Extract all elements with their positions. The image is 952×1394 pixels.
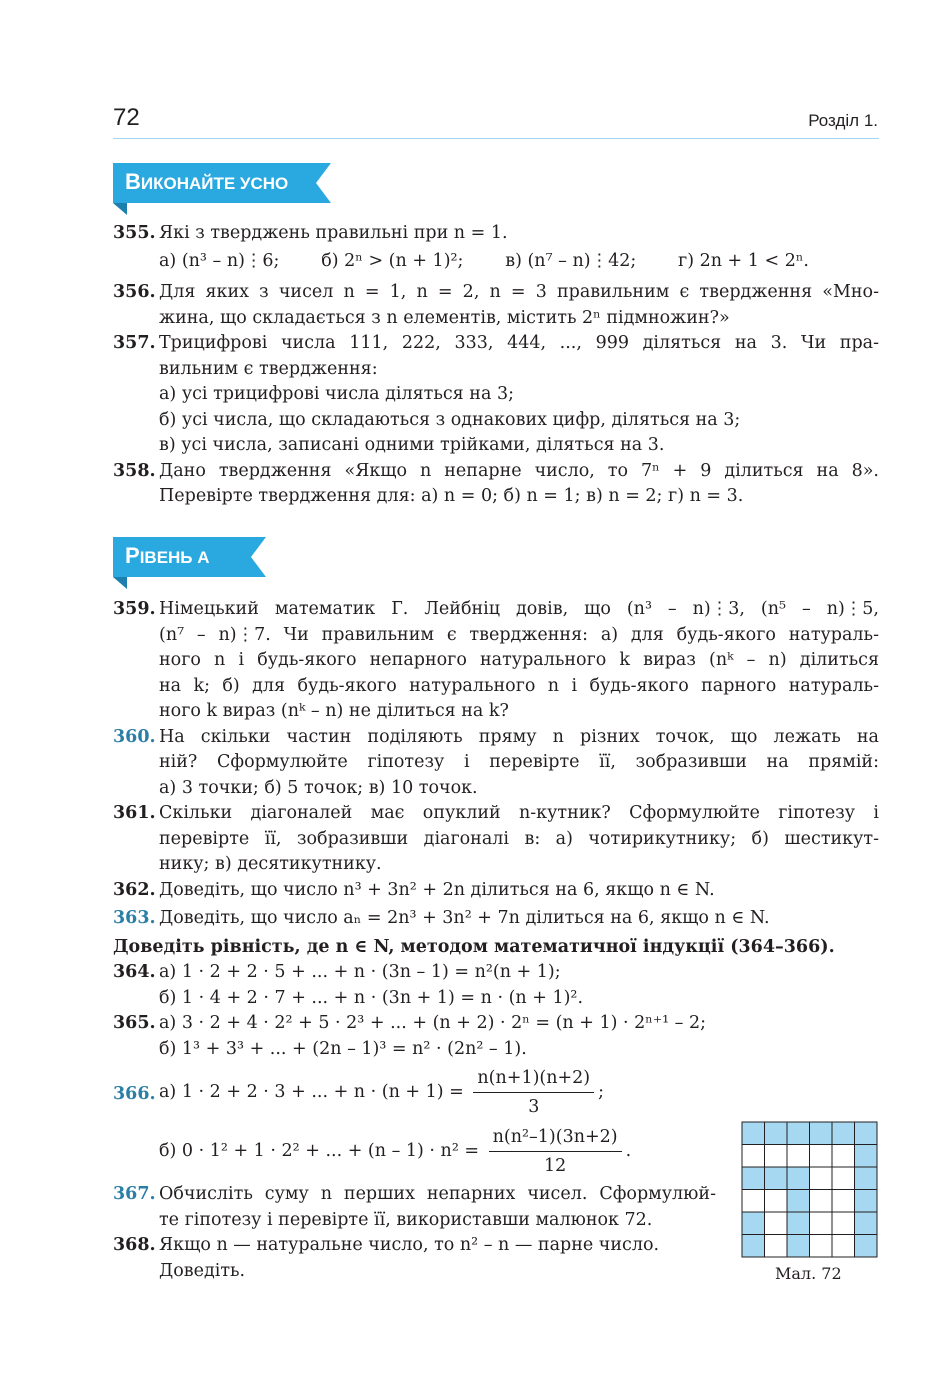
grid-cell-filled [742, 1212, 765, 1235]
grid-cell-filled [742, 1122, 765, 1145]
option-a: а) (n³ – n)⋮6; [159, 250, 280, 271]
grid-cell-empty [765, 1212, 788, 1235]
grid-cell-empty [787, 1145, 810, 1168]
problem-line: (n⁷ – n)⋮7. Чи правильним є твердження: а) для будь-якого натураль- [159, 624, 879, 645]
problem-line: на k; б) для будь-якого натурального n і будь-якого парного натураль- [159, 675, 879, 696]
grid-cell-empty [742, 1145, 765, 1168]
problem-365 [113, 1011, 879, 1062]
problem-number: 368. [113, 1235, 156, 1255]
problem-number: 363. [113, 908, 156, 928]
section-banner-level-a [113, 537, 268, 577]
option-b: б) усі числа, що складаються з однакових цифр, діляться на 3; [159, 409, 741, 430]
problem-361 [113, 801, 879, 878]
problem-line: Обчисліть суму n перших непарних чисел. Сформулюй- [159, 1184, 716, 1204]
grid-cell-filled [787, 1122, 810, 1145]
instruction-line: Доведіть рівність, де n ∈ N, методом математичної індукції (364–366). [113, 936, 835, 957]
grid-cell-empty [832, 1212, 855, 1235]
problem-number: 361. [113, 803, 156, 823]
problem-text: Доведіть, що число n³ + 3n² + 2n ділиться на 6, якщо n ∈ N. [159, 879, 715, 900]
grid-cell-empty [765, 1235, 788, 1258]
fraction-denominator: 12 [543, 1156, 567, 1176]
grid-cell-filled [765, 1122, 788, 1145]
grid-cell-empty [832, 1145, 855, 1168]
problem-357 [113, 331, 879, 459]
equation-left-a: а) 1 · 2 + 2 · 3 + ... + n · (n + 1) = [159, 1082, 464, 1102]
grid-cell-filled [787, 1190, 810, 1213]
grid-cell-empty [765, 1190, 788, 1213]
running-head: Розділ 1. [808, 111, 878, 130]
grid-cell-filled [787, 1235, 810, 1258]
problem-366: 366. а) 1 · 2 + 2 · 3 + ... + n · (n + 1) = $\frac{n(n+1)(n+2)}{3}$ ; б) 0 · 1² + 1 · 2² + ... + (n – 1) · n² = $\frac{\text{n(n²–1)(3n+2)}}{12}$ . [113, 1064, 879, 1180]
grid-cell-filled [855, 1190, 878, 1213]
problem-360 [113, 725, 879, 802]
problem-line: Якщо n — натуральне число, то n² – n — парне число. [159, 1235, 660, 1255]
problem-358 [113, 459, 879, 510]
option-d: г) 2n + 1 < 2ⁿ. [678, 250, 809, 271]
problem-355 [113, 221, 879, 274]
grid-cell-empty [832, 1167, 855, 1190]
grid-cell-filled [742, 1167, 765, 1190]
grid-cell-empty [810, 1212, 833, 1235]
figure-caption: Мал. 72 [775, 1264, 842, 1283]
problem-line: На скільки частин поділяють пряму n різних точок, що лежать на [159, 726, 879, 747]
problem-text: Які з тверджень правильні при n = 1. [159, 223, 508, 243]
option-b: б) 1 · 4 + 2 · 7 + ... + n · (3n + 1) = n · (n + 1)². [159, 987, 584, 1008]
option-c: в) усі числа, записані одними трійками, діляться на 3. [159, 435, 665, 455]
grid-cell-filled [855, 1167, 878, 1190]
problem-line: Німецький математик Г. Лейбніц довів, що (n³ – n)⋮3, (n⁵ – n)⋮5, [159, 599, 879, 619]
problem-line: Доведіть. [159, 1260, 246, 1281]
grid-cell-filled [810, 1122, 833, 1145]
grid-cell-filled [855, 1122, 878, 1145]
grid-cell-filled [855, 1212, 878, 1235]
problem-number: 366. [113, 1084, 156, 1104]
fraction-denominator: 3 [528, 1097, 540, 1117]
problem-363 [113, 906, 879, 932]
grid-cell-empty [832, 1235, 855, 1258]
grid-cell-empty [765, 1145, 788, 1168]
problem-line: а) 3 точки; б) 5 точок; в) 10 точок. [159, 777, 478, 798]
header-rule [113, 138, 879, 139]
problem-number: 360. [113, 726, 156, 747]
problem-number: 364. [113, 962, 156, 982]
problem-line: те гіпотезу і перевірте її, використавши малюнок 72. [159, 1209, 653, 1230]
problem-362 [113, 878, 879, 904]
grid-cell-filled [855, 1235, 878, 1258]
option-b: б) 2ⁿ > (n + 1)²; [321, 250, 464, 271]
grid-cell-empty [810, 1167, 833, 1190]
problem-line: Трицифрові числа 111, 222, 333, 444, ..., 999 діляться на 3. Чи пра- [159, 333, 879, 353]
fraction-a [473, 1064, 594, 1121]
problem-number: 357. [113, 333, 156, 353]
section-title-level-a: РІВЕНЬ А [125, 543, 210, 568]
problem-line: Перевірте твердження для: а) n = 0; б) n = 1; в) n = 2; г) n = 3. [159, 486, 744, 506]
section-banner-oral [113, 163, 333, 203]
problem-line: Скільки діагоналей має опуклий n-кутник? Сформулюйте гіпотезу і [159, 803, 879, 823]
problem-number: 362. [113, 879, 156, 900]
equation-left-b: б) 0 · 1² + 1 · 2² + ... + (n – 1) · n² = [159, 1141, 480, 1161]
problem-368 [113, 1233, 716, 1284]
problem-number: 359. [113, 599, 156, 619]
grid-cell-empty [832, 1190, 855, 1213]
problem-number: 367. [113, 1184, 156, 1204]
grid-cell-empty [742, 1190, 765, 1213]
option-a: а) 1 · 2 + 2 · 5 + ... + n · (3n – 1) = n²(n + 1); [159, 962, 561, 982]
problem-line: Для яких з чисел n = 1, n = 2, n = 3 правильним є твердження «Мно- [159, 282, 879, 302]
problem-number: 356. [113, 282, 156, 302]
problem-364 [113, 960, 879, 1011]
problem-number: 355. [113, 223, 156, 243]
grid-cell-filled [787, 1212, 810, 1235]
fraction-numerator: n(n²–1)(3n+2) [489, 1123, 622, 1152]
problem-line: вильним є твердження: [159, 358, 378, 379]
problem-356 [113, 280, 879, 331]
problem-number: 365. [113, 1013, 156, 1033]
problem-line: ного n і будь-якого непарного натурального k вираз (nᵏ – n) ділиться [159, 650, 879, 670]
option-a: а) 3 · 2 + 4 · 2² + 5 · 2³ + ... + (n + 2) · 2ⁿ = (n + 1) · 2ⁿ⁺¹ – 2; [159, 1013, 706, 1033]
section-title-oral: ВИКОНАЙТЕ УСНО [125, 169, 289, 194]
fraction-b [489, 1123, 622, 1180]
grid-cell-filled [832, 1122, 855, 1145]
problem-line: перевірте її, зобразивши діагоналі в: а) чотирикутнику; б) шестикут- [159, 828, 879, 849]
problem-line: жина, що складається з n елементів, містить 2ⁿ підмножин?» [159, 307, 730, 328]
problem-text: Доведіть, що число aₙ = 2n³ + 3n² + 7n ділиться на 6, якщо n ∈ N. [159, 908, 770, 928]
grid-cell-filled [742, 1235, 765, 1258]
problem-number: 358. [113, 460, 156, 481]
problem-line: ній? Сформулюйте гіпотезу і перевірте її, зобразивши на прямій: [159, 752, 879, 772]
grid-cell-empty [810, 1235, 833, 1258]
option-c: в) (n⁷ – n)⋮42; [505, 250, 637, 271]
option-b: б) 1³ + 3³ + ... + (2n – 1)³ = n² · (2n² – 1). [159, 1038, 527, 1059]
problem-359 [113, 597, 879, 725]
problem-line: нику; в) десятикутнику. [159, 854, 382, 874]
problem-line: ного k вираз (nᵏ – n) не ділиться на k? [159, 701, 509, 721]
fraction-numerator: n(n+1)(n+2) [473, 1064, 594, 1093]
grid-cell-empty [810, 1145, 833, 1168]
problem-367 [113, 1182, 716, 1233]
grid-cell-filled [787, 1167, 810, 1190]
figure-72-grid [741, 1121, 879, 1259]
option-a: а) усі трицифрові числа діляться на 3; [159, 384, 514, 404]
grid-cell-filled [765, 1167, 788, 1190]
grid-cell-empty [810, 1190, 833, 1213]
problem-line: Дано твердження «Якщо n непарне число, то 7ⁿ + 9 ділиться на 8». [159, 460, 879, 481]
grid-cell-filled [855, 1145, 878, 1168]
page-number: 72 [113, 104, 140, 131]
